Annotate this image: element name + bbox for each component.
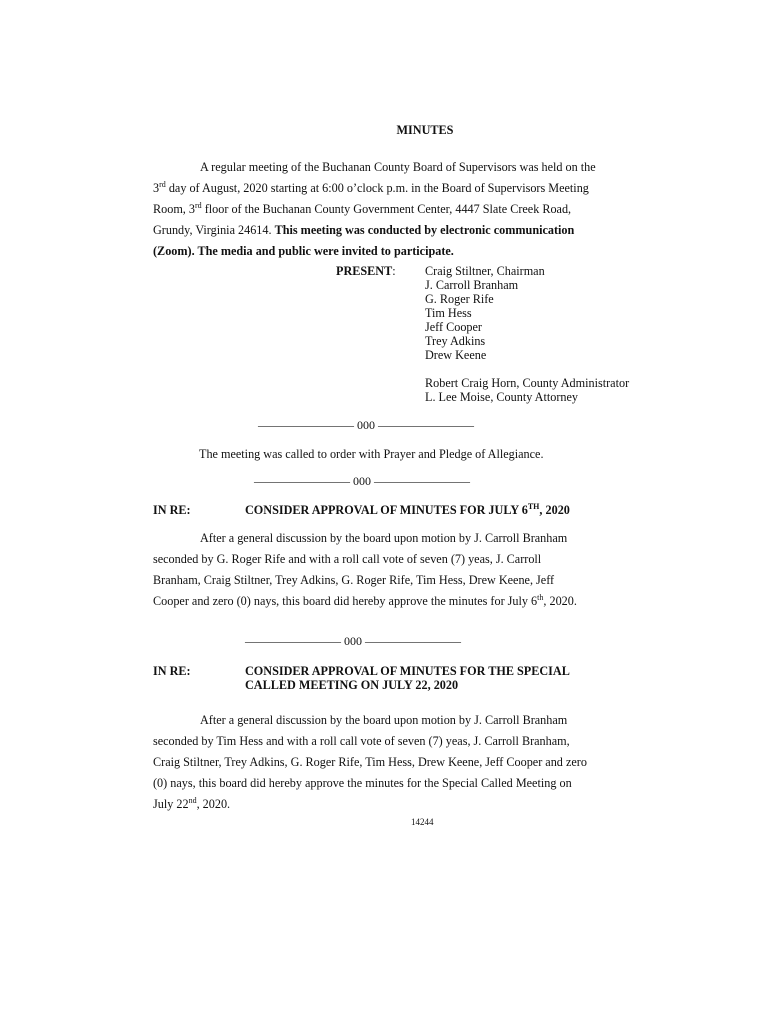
item2-line-2: seconded by Tim Hess and with a roll call vote of seven (7) yeas, J. Carroll Branham, — [153, 734, 570, 748]
intro-line-5: (Zoom). The media and public were invited to participate. — [153, 244, 454, 258]
staff-name: L. Lee Moise, County Attorney — [425, 390, 578, 404]
item1-line-2: seconded by G. Roger Rife and with a roll call vote of seven (7) yeas, J. Carroll — [153, 552, 542, 566]
item2-line-5: July 22nd, 2020. — [153, 795, 231, 811]
separator: ———————— 000 ———————— — [245, 634, 461, 648]
separator: ———————— 000 ———————— — [258, 418, 474, 432]
item1-line-4: Cooper and zero (0) nays, this board did hereby approve the minutes for July 6th, 2020. — [153, 592, 577, 608]
member-name: G. Roger Rife — [425, 292, 494, 306]
item2-line-1: After a general discussion by the board upon motion by J. Carroll Branham — [200, 713, 568, 727]
member-name: Tim Hess — [425, 306, 472, 320]
item1-line-3: Branham, Craig Stiltner, Trey Adkins, G. Roger Rife, Tim Hess, Drew Keene, Jeff — [153, 573, 555, 587]
item1-line-1: After a general discussion by the board upon motion by J. Carroll Branham — [200, 531, 568, 545]
item-heading: CONSIDER APPROVAL OF MINUTES FOR JULY 6TH, 2020 — [245, 501, 570, 517]
member-name: Craig Stiltner, Chairman — [425, 264, 545, 278]
member-name: Drew Keene — [425, 348, 487, 362]
item2-line-4: (0) nays, this board did hereby approve the minutes for the Special Called Meeting on — [153, 776, 572, 790]
separator: ———————— 000 ———————— — [254, 474, 470, 488]
in-re-label: IN RE: — [153, 503, 191, 517]
present-label: PRESENT: — [336, 264, 396, 278]
call-to-order-text: The meeting was called to order with Prayer and Pledge of Allegiance. — [199, 447, 544, 461]
member-name: Jeff Cooper — [425, 320, 482, 334]
intro-line-1: A regular meeting of the Buchanan County Board of Supervisors was held on the — [200, 160, 596, 174]
page-number: 14244 — [411, 817, 434, 827]
present-members-list — [425, 264, 629, 404]
member-name: J. Carroll Branham — [425, 278, 519, 292]
intro-line-3: Room, 3rd floor of the Buchanan County Government Center, 4447 Slate Creek Road, — [153, 200, 572, 216]
intro-line-2: 3rd day of August, 2020 starting at 6:00 o’clock p.m. in the Board of Supervisors Meeting — [153, 179, 589, 195]
item2-line-3: Craig Stiltner, Trey Adkins, G. Roger Rife, Tim Hess, Drew Keene, Jeff Cooper and zero — [153, 755, 587, 769]
staff-name: Robert Craig Horn, County Administrator — [425, 376, 630, 390]
intro-line-4: Grundy, Virginia 24614. This meeting was conducted by electronic communication — [153, 223, 575, 237]
member-name: Trey Adkins — [425, 334, 486, 348]
item-heading: CONSIDER APPROVAL OF MINUTES FOR THE SPECIAL CALLED MEETING ON JULY 22, 2020 — [245, 664, 570, 692]
in-re-label: IN RE: — [153, 664, 191, 678]
page-title: MINUTES — [396, 123, 454, 137]
